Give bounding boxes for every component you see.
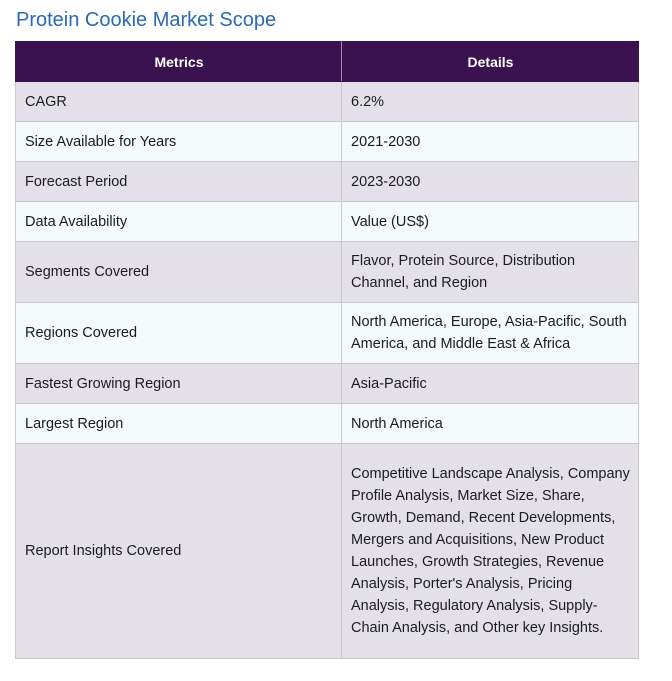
metric-cell: Fastest Growing Region — [16, 364, 342, 404]
metric-cell: CAGR — [16, 82, 342, 122]
metric-cell: Forecast Period — [16, 162, 342, 202]
metric-cell: Segments Covered — [16, 242, 342, 303]
table-row — [16, 162, 639, 202]
detail-cell: Flavor, Protein Source, Distribution Channel, and Region — [342, 242, 639, 303]
metrics-column-header: Metrics — [16, 42, 342, 82]
details-column-header: Details — [342, 42, 639, 82]
detail-cell: 2023-2030 — [342, 162, 639, 202]
table-row — [16, 444, 639, 659]
table-row — [16, 122, 639, 162]
metric-cell: Report Insights Covered — [16, 444, 342, 659]
detail-cell: North America, Europe, Asia-Pacific, South America, and Middle East & Africa — [342, 303, 639, 364]
table-row — [16, 364, 639, 404]
table-row — [16, 202, 639, 242]
detail-cell: Value (US$) — [342, 202, 639, 242]
metric-cell: Data Availability — [16, 202, 342, 242]
metric-cell: Regions Covered — [16, 303, 342, 364]
table-row — [16, 82, 639, 122]
table-row — [16, 242, 639, 303]
table-header-row — [16, 42, 639, 82]
detail-cell: North America — [342, 404, 639, 444]
detail-cell: 2021-2030 — [342, 122, 639, 162]
page-title: Protein Cookie Market Scope — [16, 9, 277, 31]
metric-cell: Largest Region — [16, 404, 342, 444]
table-row — [16, 404, 639, 444]
table-row — [16, 303, 639, 364]
detail-cell: Asia-Pacific — [342, 364, 639, 404]
market-scope-table — [15, 41, 639, 659]
metric-cell: Size Available for Years — [16, 122, 342, 162]
detail-cell: 6.2% — [342, 82, 639, 122]
detail-cell: Competitive Landscape Analysis, Company Profile Analysis, Market Size, Share, Growth, Demand, Recent Developments, Mergers and Acquisitions, New Product Launches, Growth Strategies, Revenue Analysis, Porter's Analysis, Pricing Analysis, Regulatory Analysis, Supply-Chain Analysis, and Other key Insights. — [342, 444, 639, 659]
